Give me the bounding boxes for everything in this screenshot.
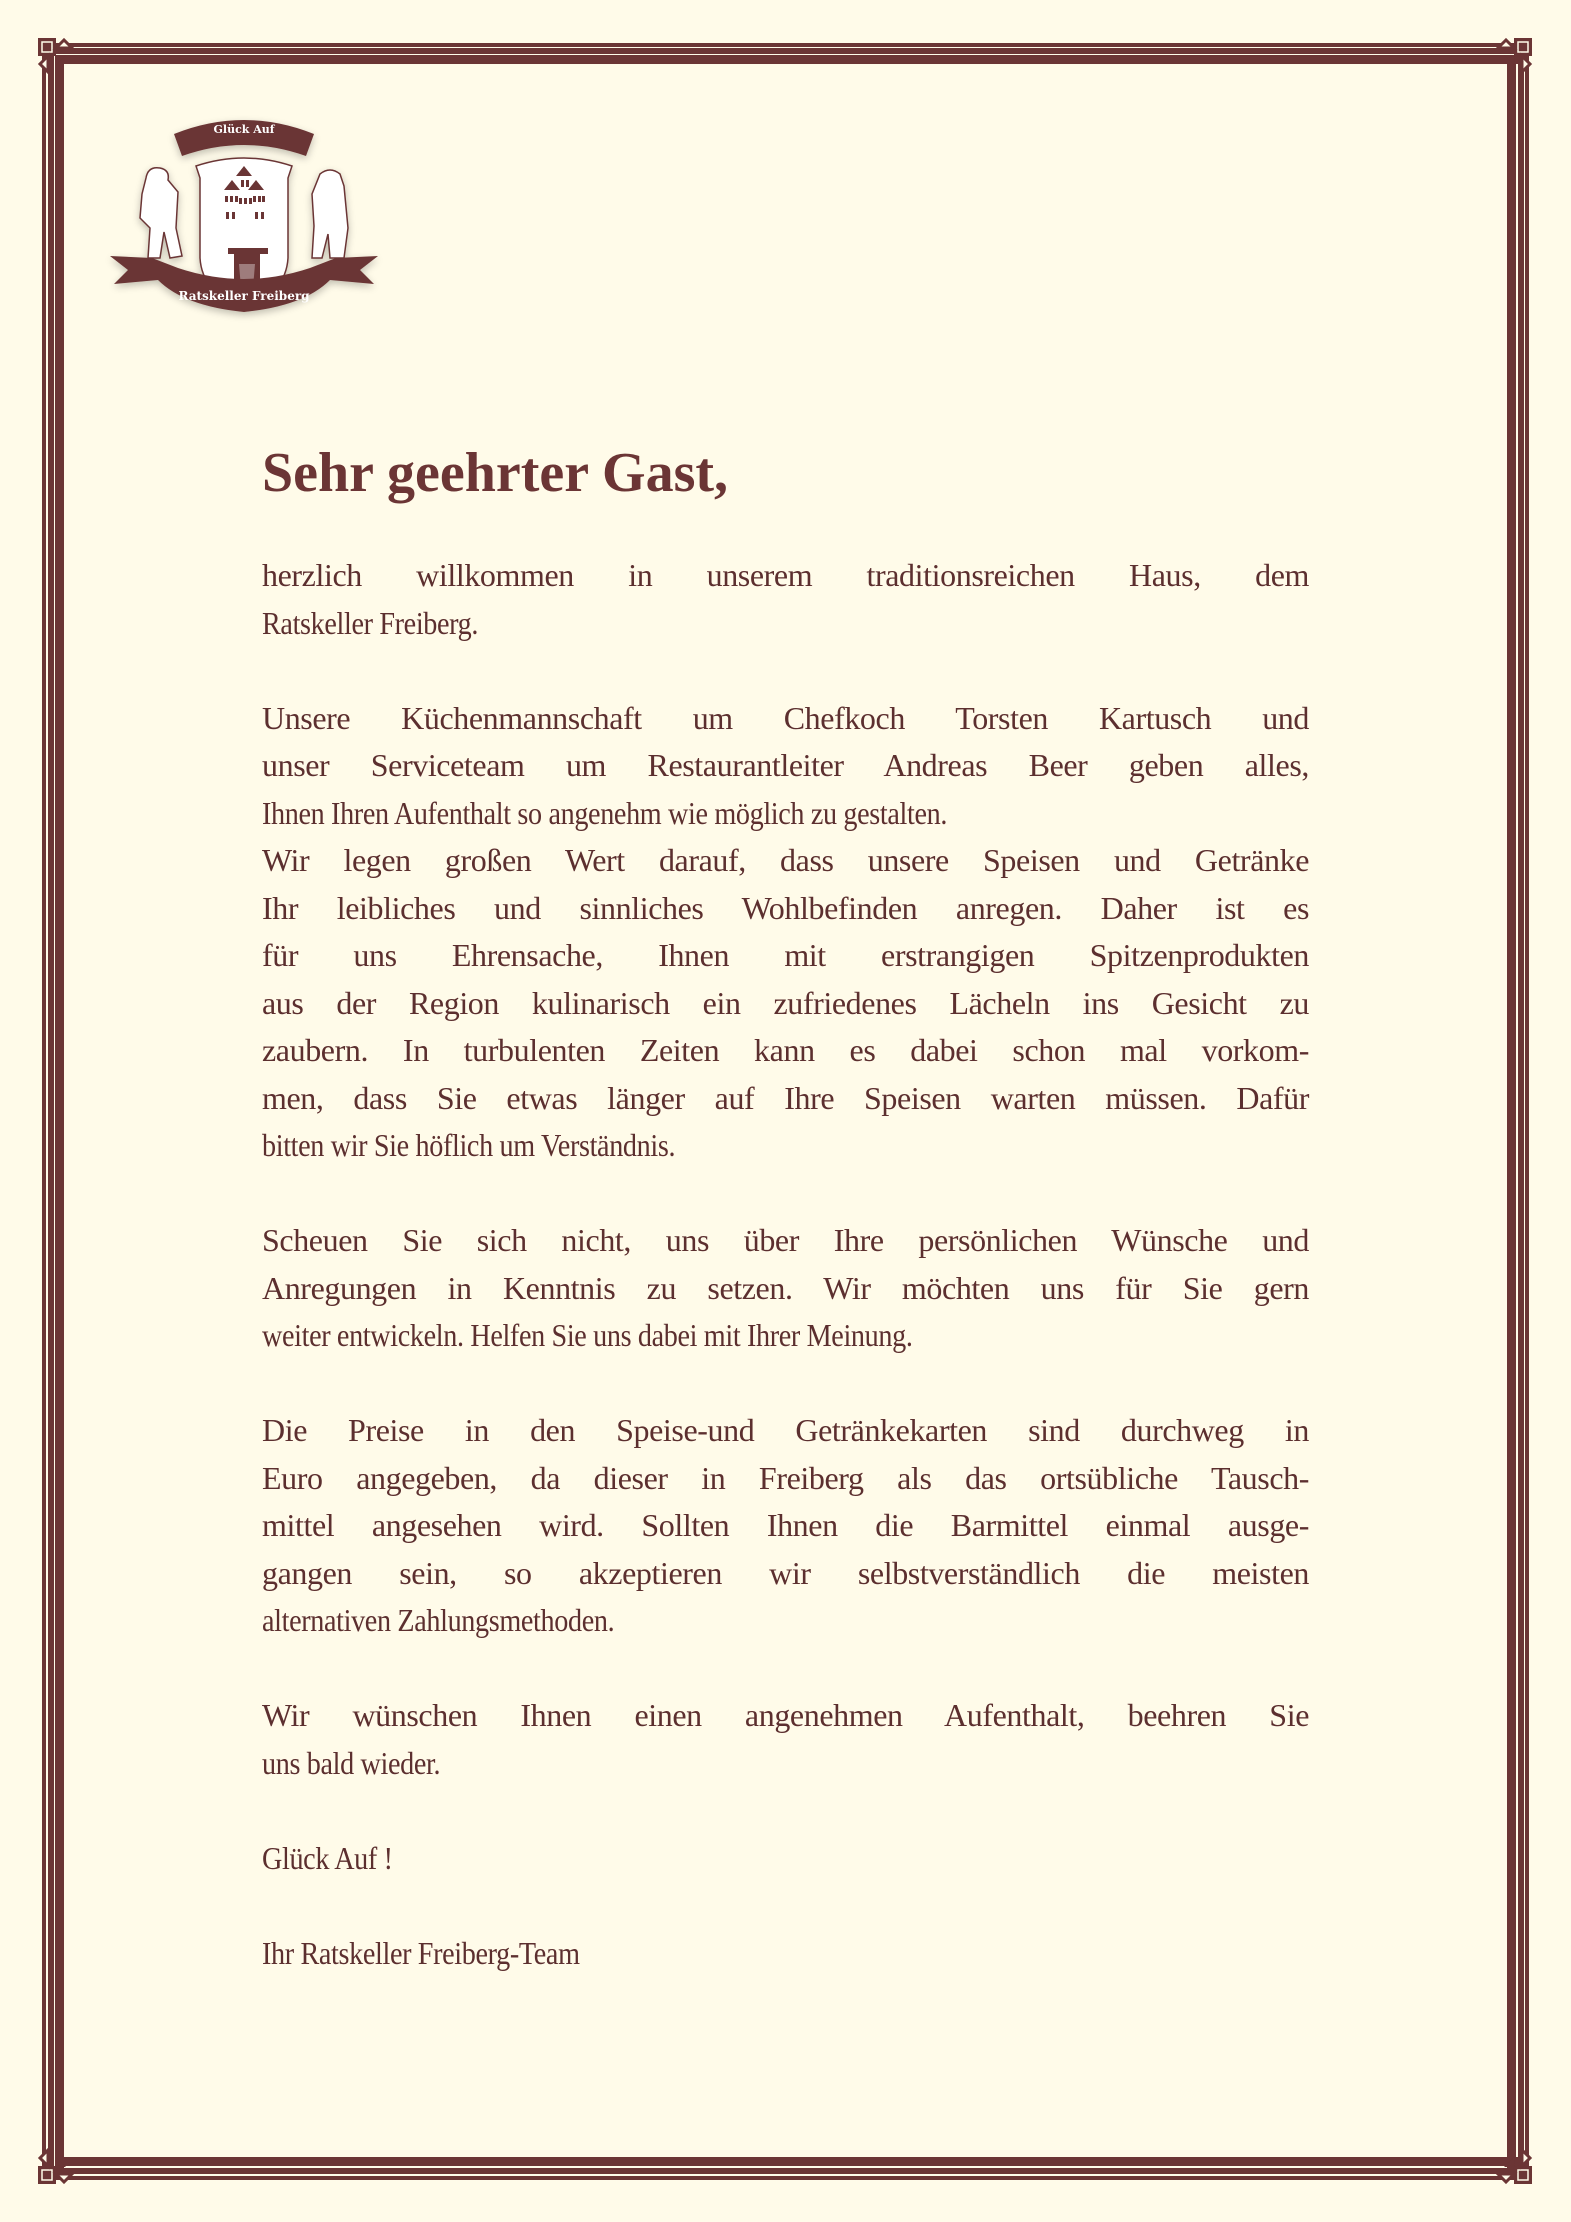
- text-line: Scheuen Sie sich nicht, uns über Ihre persönlichen Wünsche und: [262, 1222, 1309, 1258]
- text-line: bitten wir Sie höflich um Verständnis.: [262, 1127, 676, 1163]
- frame-left-line-middle: [48, 56, 54, 2178]
- text-line: unser Serviceteam um Restaurantleiter Andreas Beer geben alles,: [262, 747, 1309, 783]
- frame-corner-ornament-icon: [34, 34, 94, 94]
- text-line: Wir legen großen Wert darauf, dass unsere Speisen und Getränke: [262, 842, 1309, 878]
- text-line: aus der Region kulinarisch ein zufriedenes Lächeln ins Gesicht zu: [262, 984, 1309, 1021]
- frame-top-line-inner: [56, 55, 1527, 64]
- text-line: Anregungen in Kenntnis zu setzen. Wir möchten uns für Sie gern: [262, 1269, 1309, 1306]
- text-line: Ihr leibliches und sinnliches Wohlbefinden anregen. Daher ist es: [262, 889, 1309, 926]
- frame-right-line-inner: [1507, 56, 1516, 2178]
- paragraph-farewell: [262, 1692, 1309, 1787]
- paragraph-team: [262, 695, 1309, 1170]
- text-line: alternativen Zahlungsmethoden.: [262, 1602, 615, 1638]
- text-line: gangen sein, so akzeptieren wir selbstverständlich die meisten: [262, 1554, 1309, 1591]
- paragraph-prices: [262, 1407, 1309, 1645]
- frame-bottom-line-outer: [56, 2176, 1527, 2180]
- text-line: mittel angesehen wird. Sollten Ihnen die Barmittel einmal ausge-: [262, 1507, 1309, 1543]
- text-line: weiter entwickeln. Helfen Sie uns dabei mit Ihrer Meinung.: [262, 1317, 913, 1353]
- frame-right-line-middle: [1518, 56, 1524, 2178]
- text-line: herzlich willkommen in unserem traditionsreichen Haus, dem: [262, 557, 1309, 593]
- letter-signature: Ihr Ratskeller Freiberg-Team: [262, 1934, 580, 1971]
- frame-bottom-line-inner: [56, 2157, 1527, 2166]
- welcome-letter: [262, 440, 1309, 1971]
- text-line: men, dass Sie etwas länger auf Ihre Speisen warten müssen. Dafür: [262, 1079, 1309, 1116]
- frame-left-line-outer: [42, 56, 46, 2178]
- frame-top-line-outer: [56, 43, 1527, 47]
- logo-bottom-banner-text: Ratskeller Freiberg: [178, 289, 310, 303]
- letter-body: [262, 552, 1309, 2025]
- letter-closing: Glück Auf !: [262, 1839, 393, 1876]
- frame-corner-ornament-icon: [1476, 2128, 1536, 2188]
- text-line: Ratskeller Freiberg.: [262, 604, 479, 641]
- frame-corner-ornament-icon: [1476, 34, 1536, 94]
- text-line: Die Preise in den Speise-und Getränkekarten sind durchweg in: [262, 1412, 1309, 1448]
- paragraph-welcome: [262, 552, 1309, 647]
- frame-right-line-outer: [1525, 56, 1529, 2178]
- text-line: für uns Ehrensache, Ihnen mit erstrangigen Spitzenprodukten: [262, 937, 1309, 973]
- frame-corner-ornament-icon: [34, 2128, 94, 2188]
- text-line: Wir wünschen Ihnen einen angenehmen Aufenthalt, beehren Sie: [262, 1697, 1309, 1733]
- coat-of-arms-icon: [108, 108, 380, 323]
- text-line: zaubern. In turbulenten Zeiten kann es dabei schon mal vorkom-: [262, 1032, 1309, 1068]
- text-line: uns bald wieder.: [262, 1744, 441, 1781]
- text-line: Ihnen Ihren Aufenthalt so angenehm wie möglich zu gestalten.: [262, 794, 948, 831]
- letter-greeting: Sehr geehrter Gast,: [262, 442, 729, 504]
- frame-left-line-inner: [55, 56, 64, 2178]
- text-line: Unsere Küchenmannschaft um Chefkoch Torsten Kartusch und: [262, 699, 1309, 736]
- frame-top-line-middle: [56, 48, 1527, 54]
- frame-bottom-line-middle: [56, 2168, 1527, 2174]
- text-line: Euro angegeben, da dieser in Freiberg als das ortsübliche Tausch-: [262, 1459, 1309, 1496]
- logo-top-banner-text: Glück Auf: [213, 123, 275, 136]
- ratskeller-logo: [108, 108, 380, 323]
- paragraph-feedback: [262, 1217, 1309, 1360]
